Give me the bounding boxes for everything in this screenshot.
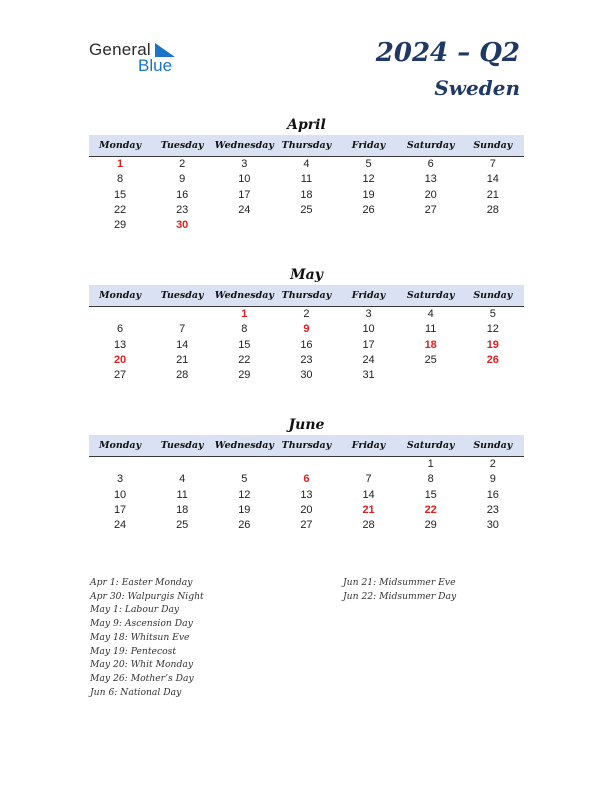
- weekday-label: Friday: [351, 440, 386, 451]
- holiday-item: May 9: Ascension Day: [90, 618, 193, 630]
- weekday-label: Saturday: [406, 140, 455, 151]
- holiday-item: Apr 1: Easter Monday: [90, 577, 193, 588]
- weekday-header: [89, 435, 524, 457]
- day-cell: [213, 218, 275, 233]
- day-cell: 20: [300, 503, 313, 516]
- weekday-label: Thursday: [281, 290, 332, 301]
- day-cell: 30: [300, 369, 313, 382]
- day-cell: 21: [176, 353, 189, 366]
- generalblue-logo: [89, 40, 189, 76]
- day-cell: 15: [113, 188, 127, 201]
- logo-general-text: General: [89, 40, 151, 59]
- week-row: [89, 457, 524, 472]
- month-april: [89, 115, 524, 233]
- day-cell: 25: [424, 353, 437, 366]
- weekday-label: Tuesday: [160, 290, 204, 301]
- holiday-day-cell: 30: [176, 219, 189, 232]
- weekday-label: Friday: [351, 140, 386, 151]
- holiday-day-cell: 6: [303, 473, 310, 486]
- day-cell: 4: [179, 473, 186, 486]
- weekday-label: Monday: [99, 440, 142, 451]
- day-cell: 14: [362, 488, 375, 501]
- weekday-label: Wednesday: [214, 440, 274, 451]
- day-cell: [89, 457, 151, 472]
- week-row: [89, 157, 524, 172]
- day-cell: 3: [241, 158, 248, 170]
- day-cell: 29: [113, 219, 127, 232]
- holiday-day-cell: 20: [113, 353, 127, 366]
- day-cell: 3: [117, 473, 124, 486]
- holiday-item: May 18: Whitsun Eve: [90, 631, 190, 643]
- week-row: [89, 518, 524, 533]
- holiday-item: Apr 30: Walpurgis Night: [90, 590, 204, 602]
- day-cell: 7: [365, 473, 372, 486]
- weekday-label: Saturday: [406, 440, 455, 451]
- holiday-item: Jun 6: National Day: [90, 686, 182, 698]
- day-cell: 27: [424, 203, 437, 216]
- week-row: [89, 218, 524, 233]
- day-cell: 26: [238, 519, 251, 532]
- weekday-label: Tuesday: [160, 440, 204, 451]
- weekday-label: Sunday: [473, 140, 513, 151]
- day-cell: 9: [489, 473, 496, 486]
- day-cell: 18: [176, 503, 189, 516]
- day-cell: 8: [117, 173, 124, 186]
- week-row: [89, 472, 524, 487]
- day-cell: 24: [113, 519, 127, 532]
- day-cell: 23: [300, 353, 313, 366]
- day-cell: 23: [486, 503, 499, 516]
- day-cell: [151, 457, 213, 472]
- day-cell: 12: [486, 323, 499, 336]
- day-cell: 27: [113, 369, 127, 382]
- weekday-label: Wednesday: [214, 140, 274, 151]
- week-row: [89, 488, 524, 503]
- week-row: [89, 338, 524, 353]
- day-cell: 27: [300, 519, 313, 532]
- day-cell: 25: [300, 203, 313, 216]
- day-cell: 6: [117, 323, 124, 336]
- day-cell: 2: [303, 308, 310, 320]
- weekday-label: Thursday: [281, 140, 332, 151]
- logo-triangle-icon: [155, 43, 175, 57]
- holiday-item: Jun 22: Midsummer Day: [343, 590, 457, 602]
- weekday-label: Sunday: [473, 290, 513, 301]
- day-cell: 30: [486, 519, 499, 532]
- day-cell: [275, 457, 337, 472]
- day-cell: 5: [489, 308, 496, 320]
- day-cell: 7: [489, 158, 496, 170]
- holiday-item: May 1: Labour Day: [90, 604, 180, 616]
- day-cell: [400, 218, 462, 233]
- day-cell: 22: [238, 353, 251, 366]
- day-cell: 28: [176, 369, 189, 382]
- day-cell: 11: [424, 323, 437, 336]
- day-cell: [213, 457, 275, 472]
- holiday-item: May 19: Pentecost: [90, 645, 177, 657]
- day-cell: [338, 218, 400, 233]
- day-cell: 10: [238, 173, 251, 186]
- day-cell: 29: [424, 519, 437, 532]
- day-cell: 20: [424, 188, 437, 201]
- day-cell: 4: [303, 158, 310, 170]
- day-cell: 25: [176, 519, 189, 532]
- day-cell: 17: [362, 338, 375, 351]
- day-cell: 17: [238, 188, 251, 201]
- day-cell: 5: [365, 158, 372, 170]
- holiday-item: May 26: Mother’s Day: [90, 672, 194, 684]
- weekday-label: Wednesday: [214, 290, 274, 301]
- day-cell: 14: [486, 173, 499, 186]
- day-cell: 8: [241, 323, 248, 336]
- day-cell: 24: [238, 203, 251, 216]
- day-cell: 16: [300, 338, 313, 351]
- day-cell: 19: [362, 188, 375, 201]
- week-row: [89, 503, 524, 518]
- holiday-day-cell: 22: [424, 503, 437, 516]
- day-cell: 5: [241, 473, 248, 486]
- month-may: [89, 265, 524, 383]
- week-row: [89, 322, 524, 337]
- day-cell: 3: [365, 308, 372, 320]
- holiday-list-left: [90, 576, 204, 699]
- day-cell: 6: [427, 158, 434, 170]
- day-cell: 11: [300, 173, 313, 186]
- holiday-item: May 20: Whit Monday: [90, 659, 194, 671]
- day-cell: 8: [427, 473, 434, 486]
- holiday-day-cell: 1: [117, 158, 124, 170]
- day-cell: 21: [486, 188, 499, 201]
- weekday-label: Sunday: [473, 440, 513, 451]
- week-row: [89, 172, 524, 187]
- day-cell: 23: [176, 203, 189, 216]
- holiday-day-cell: 19: [486, 338, 499, 351]
- day-cell: 13: [424, 173, 437, 186]
- day-cell: 16: [486, 488, 499, 501]
- week-row: [89, 307, 524, 322]
- month-weeks: [89, 307, 524, 383]
- holiday-day-cell: 26: [486, 353, 499, 366]
- day-cell: 29: [238, 369, 251, 382]
- holiday-item: Jun 21: Midsummer Eve: [343, 577, 456, 588]
- day-cell: 2: [489, 458, 496, 470]
- day-cell: 10: [113, 488, 127, 501]
- weekday-header: [89, 285, 524, 307]
- month-june: [89, 415, 524, 533]
- day-cell: 14: [176, 338, 189, 351]
- weekday-label: Friday: [351, 290, 386, 301]
- day-cell: [275, 218, 337, 233]
- week-row: [89, 188, 524, 203]
- day-cell: [151, 307, 213, 322]
- weekday-label: Saturday: [406, 290, 455, 301]
- day-cell: 18: [300, 188, 313, 201]
- day-cell: 31: [362, 369, 375, 382]
- logo-blue-text: Blue: [138, 56, 173, 75]
- day-cell: [338, 457, 400, 472]
- day-cell: [462, 368, 524, 383]
- day-cell: 11: [176, 488, 188, 501]
- day-cell: 12: [238, 488, 251, 501]
- quarter-title: 2024 – Q2: [375, 38, 520, 68]
- day-cell: 22: [113, 203, 127, 216]
- month-weeks: [89, 457, 524, 533]
- week-row: [89, 353, 524, 368]
- week-row: [89, 203, 524, 218]
- weekday-header: [89, 135, 524, 157]
- holiday-list-right: [343, 576, 456, 603]
- day-cell: 19: [238, 503, 251, 516]
- day-cell: [462, 218, 524, 233]
- holiday-day-cell: 18: [424, 338, 437, 351]
- day-cell: 13: [300, 488, 313, 501]
- weekday-label: Thursday: [281, 440, 332, 451]
- day-cell: 15: [424, 488, 437, 501]
- country-title: Sweden: [434, 76, 520, 100]
- month-name: April: [287, 117, 326, 133]
- day-cell: 24: [362, 353, 375, 366]
- day-cell: 15: [238, 338, 251, 351]
- day-cell: 28: [486, 203, 499, 216]
- day-cell: 10: [362, 323, 375, 336]
- day-cell: 16: [176, 188, 189, 201]
- day-cell: 1: [427, 458, 434, 470]
- week-row: [89, 368, 524, 383]
- holiday-day-cell: 21: [362, 503, 375, 516]
- month-name: May: [290, 267, 323, 283]
- weekday-label: Monday: [99, 290, 142, 301]
- day-cell: 28: [362, 519, 375, 532]
- holiday-day-cell: 9: [303, 323, 310, 336]
- day-cell: 7: [179, 323, 186, 336]
- month-name: June: [288, 417, 325, 433]
- weekday-label: Monday: [99, 140, 142, 151]
- day-cell: [400, 368, 462, 383]
- day-cell: 17: [113, 503, 127, 516]
- day-cell: 4: [427, 308, 434, 320]
- weekday-label: Tuesday: [160, 140, 204, 151]
- day-cell: 12: [362, 173, 375, 186]
- day-cell: 9: [179, 173, 186, 186]
- day-cell: 26: [362, 203, 375, 216]
- day-cell: [89, 307, 151, 322]
- month-weeks: [89, 157, 524, 233]
- day-cell: 13: [113, 338, 127, 351]
- day-cell: 2: [179, 158, 186, 170]
- holiday-day-cell: 1: [241, 308, 248, 320]
